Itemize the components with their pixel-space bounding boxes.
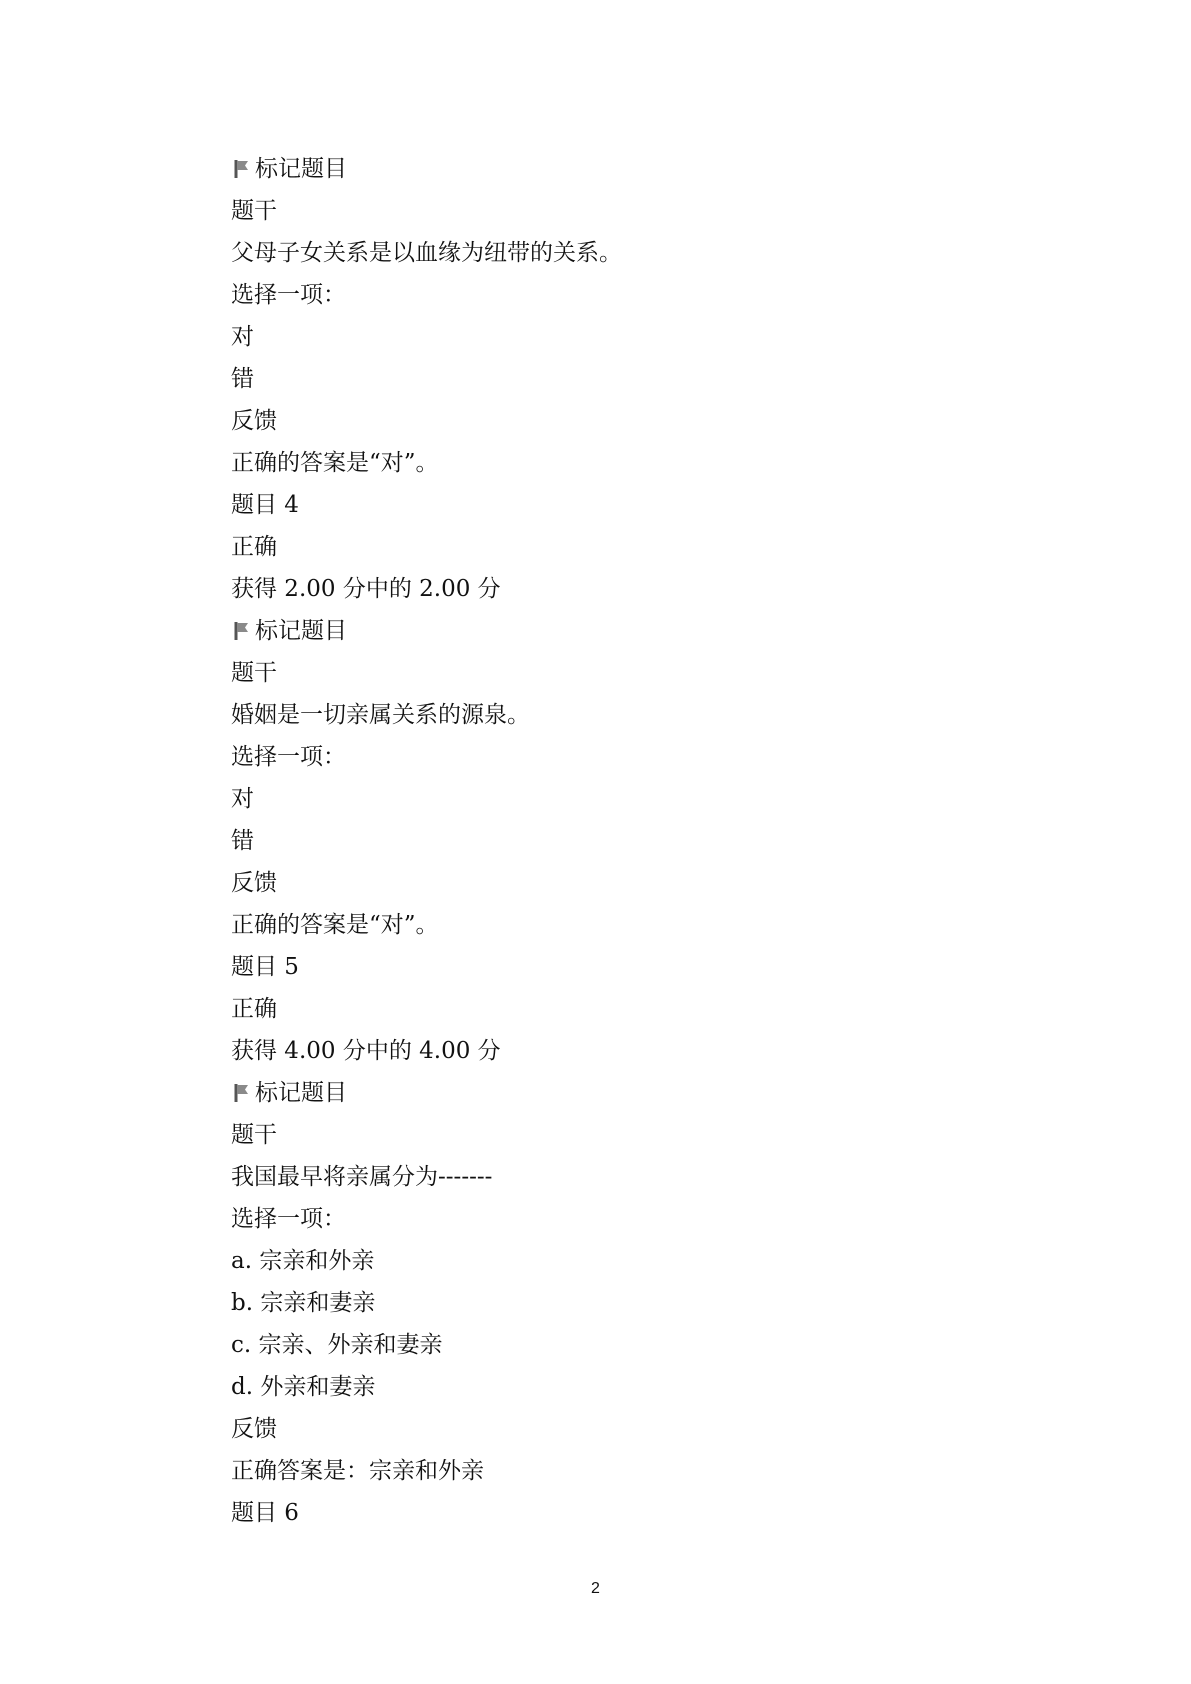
option-a[interactable]: a. 宗亲和外亲 (231, 1248, 375, 1274)
correct-answer: 正确答案是：宗亲和外亲 (231, 1458, 484, 1484)
flag-question-link[interactable] (231, 148, 622, 190)
option-true[interactable]: 对 (231, 786, 254, 812)
option-c[interactable]: c. 宗亲、外亲和妻亲 (231, 1332, 443, 1358)
choose-prompt: 选择一项： (231, 1206, 346, 1232)
option-d[interactable]: d. 外亲和妻亲 (231, 1374, 376, 1400)
feedback-label: 反馈 (231, 1416, 277, 1442)
flag-icon (231, 1082, 253, 1104)
page-number: 2 (591, 1580, 600, 1597)
stem-label: 题干 (231, 198, 277, 224)
flag-label: 标记题目 (255, 1080, 347, 1106)
question-stem: 我国最早将亲属分为------- (231, 1164, 493, 1190)
option-false[interactable]: 错 (231, 366, 254, 392)
question-score: 获得 4.00 分中的 4.00 分 (231, 1038, 501, 1064)
question-stem: 父母子女关系是以血缘为纽带的关系。 (231, 240, 622, 266)
correct-answer: 正确的答案是“对”。 (231, 450, 439, 476)
option-false[interactable]: 错 (231, 828, 254, 854)
flag-label: 标记题目 (255, 156, 347, 182)
stem-label: 题干 (231, 1122, 277, 1148)
option-true[interactable]: 对 (231, 324, 254, 350)
correct-answer: 正确的答案是“对”。 (231, 912, 439, 938)
question-status: 正确 (231, 996, 277, 1022)
stem-label: 题干 (231, 660, 277, 686)
option-b[interactable]: b. 宗亲和妻亲 (231, 1290, 376, 1316)
flag-icon (231, 158, 253, 180)
flag-question-link[interactable] (231, 610, 622, 652)
document-body (231, 148, 622, 1534)
question-title: 题目 5 (231, 954, 299, 980)
choose-prompt: 选择一项： (231, 744, 346, 770)
question-title: 题目 6 (231, 1500, 299, 1526)
flag-icon (231, 620, 253, 642)
question-title: 题目 4 (231, 492, 299, 518)
question-status: 正确 (231, 534, 277, 560)
flag-question-link[interactable] (231, 1072, 622, 1114)
feedback-label: 反馈 (231, 408, 277, 434)
feedback-label: 反馈 (231, 870, 277, 896)
flag-label: 标记题目 (255, 618, 347, 644)
question-score: 获得 2.00 分中的 2.00 分 (231, 576, 501, 602)
choose-prompt: 选择一项： (231, 282, 346, 308)
question-stem: 婚姻是一切亲属关系的源泉。 (231, 702, 530, 728)
